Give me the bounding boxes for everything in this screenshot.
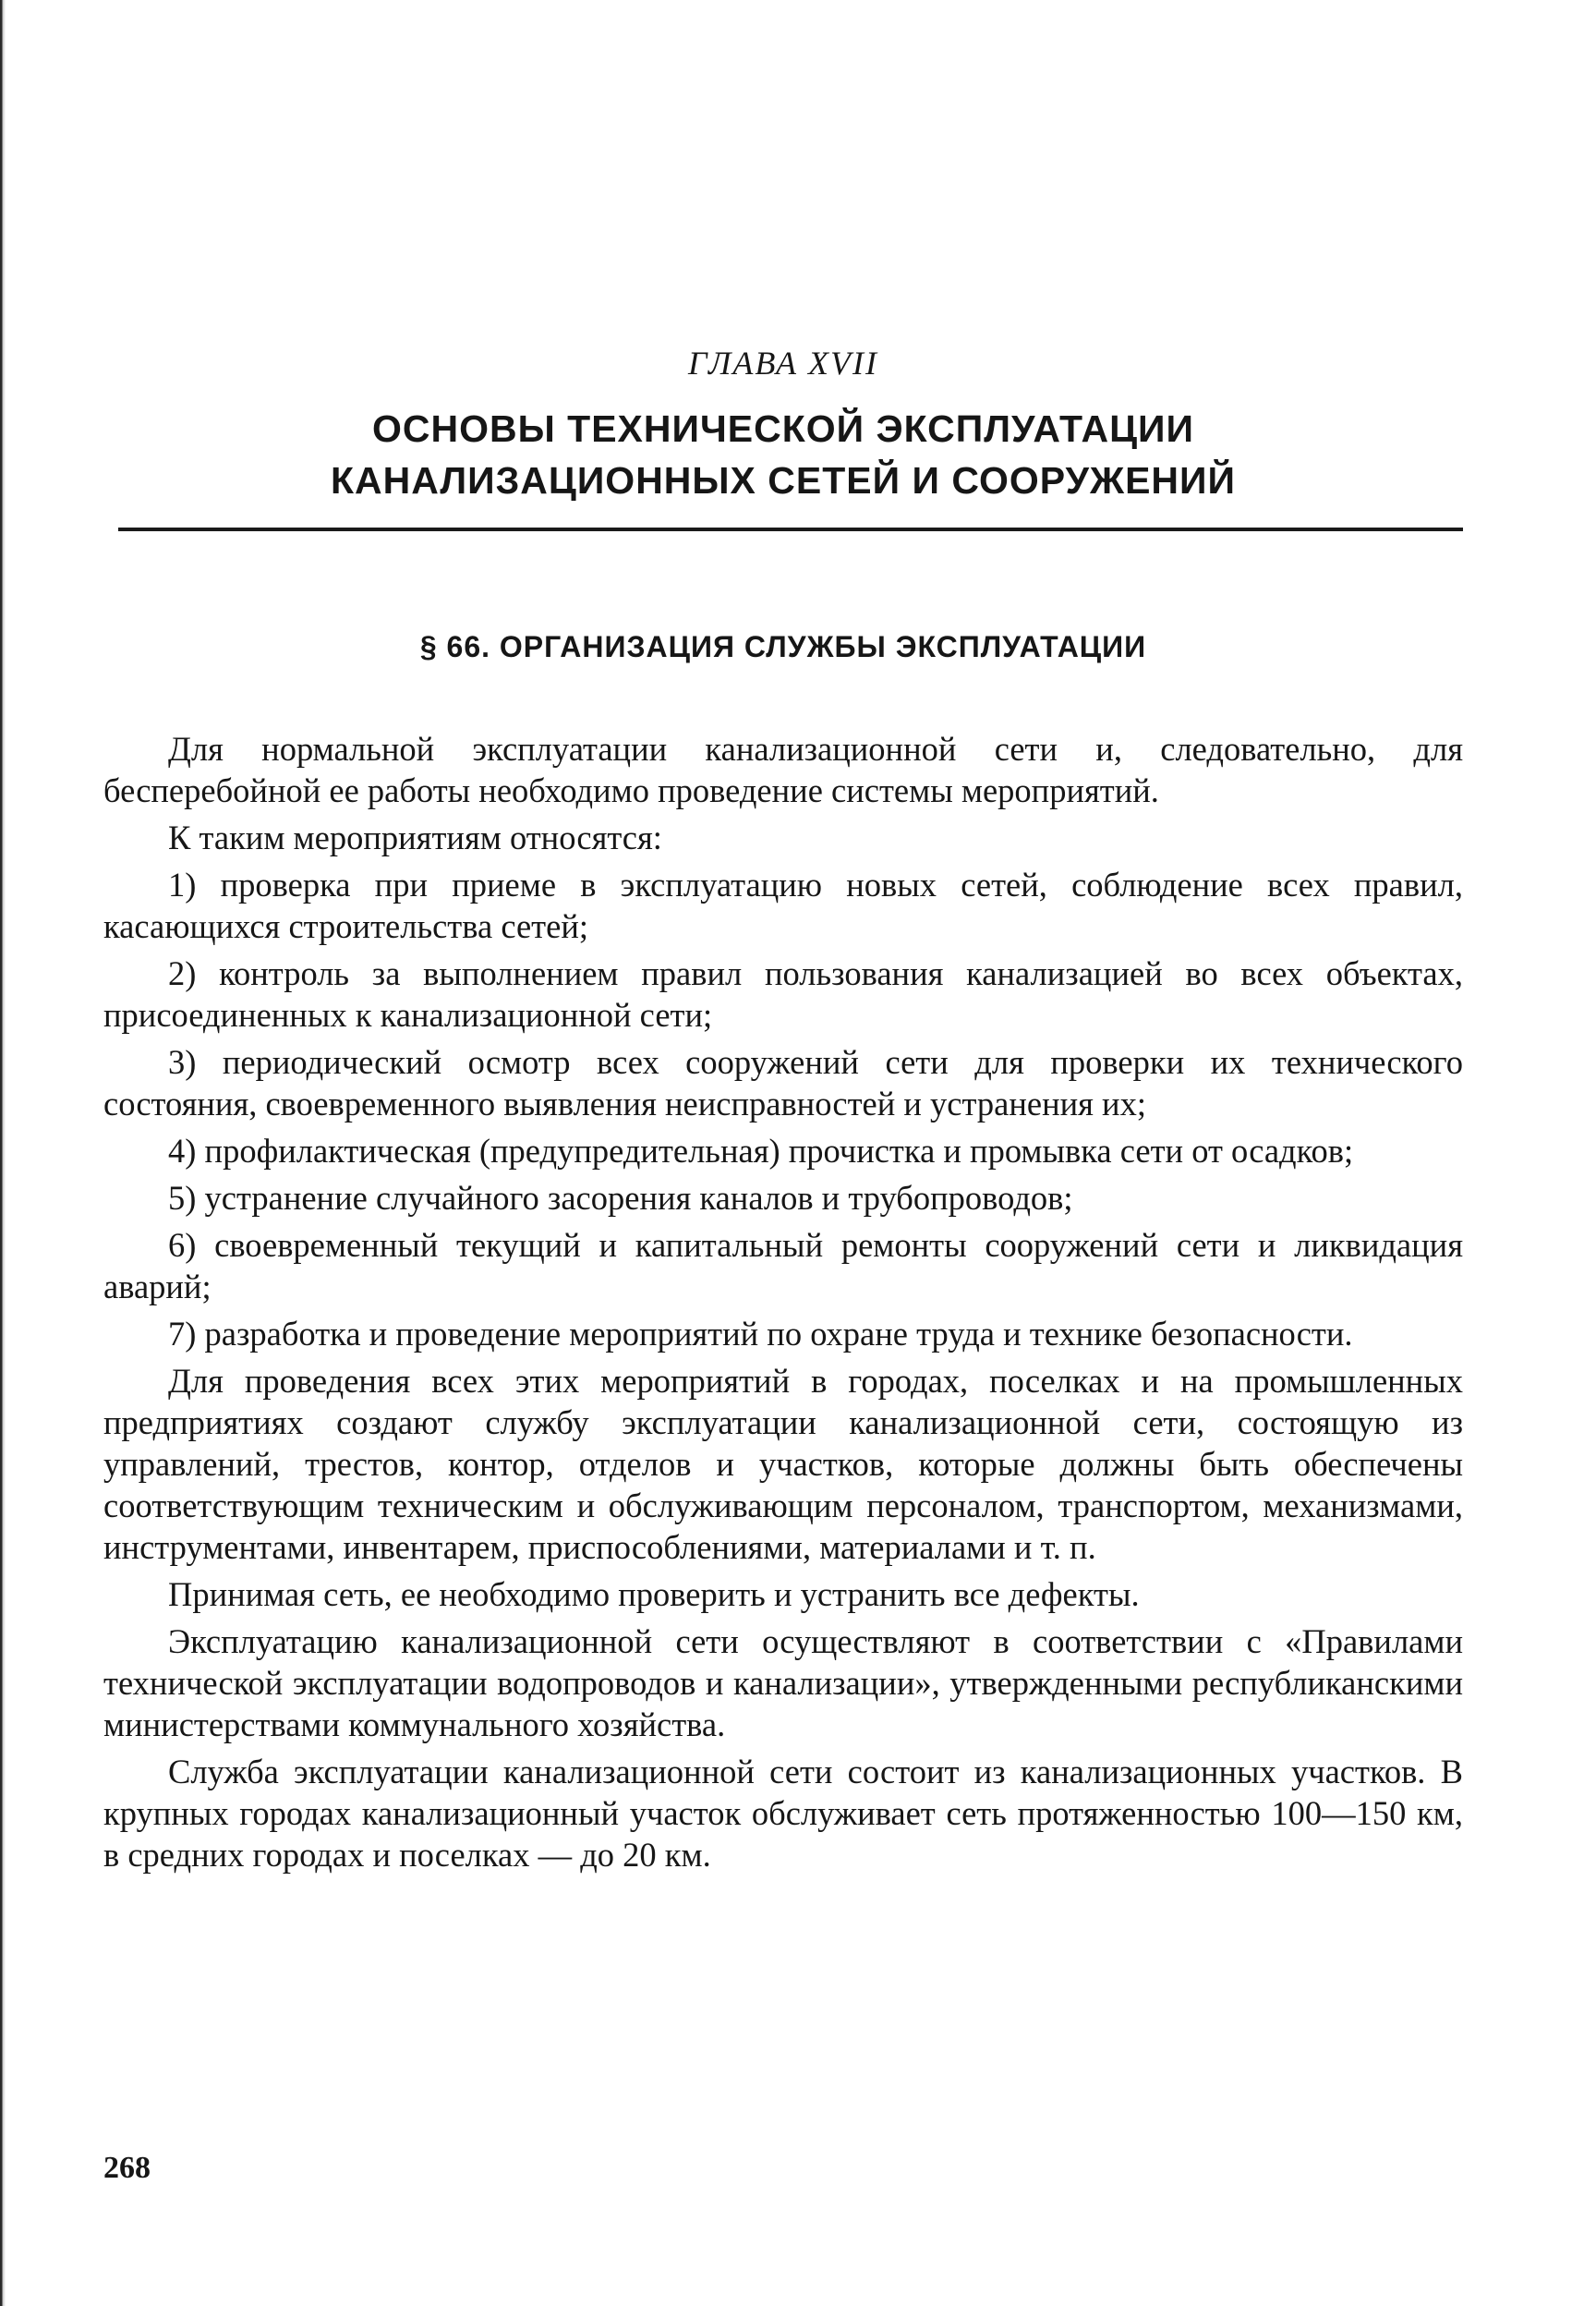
chapter-title-line-1: ОСНОВЫ ТЕХНИЧЕСКОЙ ЭКСПЛУАТАЦИИ	[372, 407, 1194, 450]
paragraph-intro: Для нормальной эксплуатации канализационной сети и, следовательно, для бесперебойной ее работы необходимо проведение системы мероприятий.	[103, 730, 1463, 809]
list-item-6: 6) своевременный текущий и капитальный ремонты сооружений сети и ликвидация аварий;	[103, 1226, 1463, 1305]
chapter-label: ГЛАВА XVII	[688, 345, 878, 382]
chapter-divider	[118, 528, 1463, 531]
scan-edge	[0, 0, 6, 2306]
list-item-4: 4) профилактическая (предупредительная) прочистка и промывка сети от осадков;	[168, 1132, 1354, 1170]
chapter-title	[103, 403, 1463, 506]
chapter-title-line-2: КАНАЛИЗАЦИОННЫХ СЕТЕЙ И СООРУЖЕНИЙ	[331, 459, 1236, 502]
list-item-1: 1) проверка при приеме в эксплуатацию новых сетей, соблюдение всех правил, касающихся строительства сетей;	[103, 866, 1463, 945]
paragraph-service-structure: Для проведения всех этих мероприятий в городах, поселках и на промышленных предприятиях создают службу эксплуатации канализационной сети, состоящую из управлений, трестов, контор, отделов и участков, которые должны быть обеспечены соответствующим техническим и обслуживающим персоналом, транспортом, механизмами, инструментами, инвентарем, приспособлениями, материалами и т. п.	[103, 1362, 1463, 1566]
list-item-5: 5) устранение случайного засорения каналов и трубопроводов;	[168, 1179, 1073, 1217]
page-number: 268	[103, 2151, 151, 2185]
paragraph-acceptance: Принимая сеть, ее необходимо проверить и устранить все дефекты.	[168, 1575, 1140, 1613]
body-text	[103, 728, 1463, 1881]
paragraph-list-lead: К таким мероприятиям относятся:	[168, 819, 662, 856]
list-item-2: 2) контроль за выполнением правил пользования канализацией во всех объектах, присоединенных к канализационной сети;	[103, 954, 1463, 1034]
list-item-3: 3) периодический осмотр всех сооружений сети для проверки их технического состояния, своевременного выявления неисправностей и устранения их;	[103, 1043, 1463, 1123]
list-item-7: 7) разработка и проведение мероприятий по охране труда и технике безопасности.	[168, 1315, 1353, 1353]
book-page	[103, 0, 1463, 2306]
paragraph-sections: Служба эксплуатации канализационной сети состоит из канализационных участков. В крупных городах канализационный участок обслуживает сеть протяженностью 100—150 км, в средних городах и поселках — до 20 км.	[103, 1753, 1463, 1874]
section-title: § 66. ОРГАНИЗАЦИЯ СЛУЖБЫ ЭКСПЛУАТАЦИИ	[419, 630, 1147, 663]
paragraph-rules: Эксплуатацию канализационной сети осуществляют в соответствии с «Правилами технической эксплуатации водопроводов и канализации», утвержденными республиканскими министерствами коммунального хозяйства.	[103, 1622, 1463, 1743]
